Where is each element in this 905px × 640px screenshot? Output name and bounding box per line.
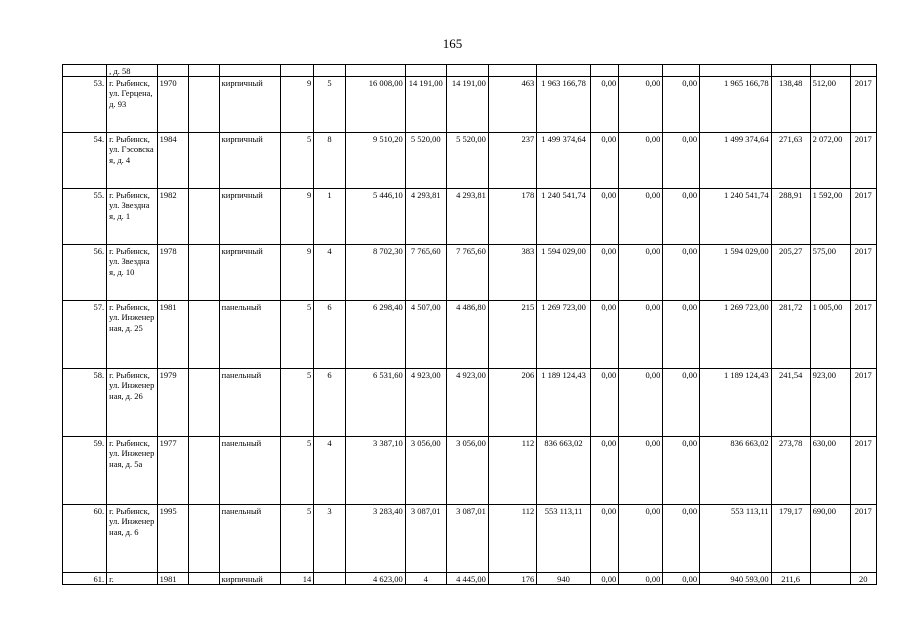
area-total: 8 702,30 [345,245,405,301]
residents: 176 [488,573,536,585]
housing-registry-table [62,64,877,585]
cost-part-3: 0,00 [663,245,700,301]
blank-cell [189,245,219,301]
cost-limit: 1 592,00 [810,189,850,245]
page-number: 165 [442,36,463,51]
floors: 5 [280,505,314,573]
floors: 5 [280,369,314,437]
row-number: 57. [63,301,107,369]
row-number: 61. [63,573,107,585]
cost-part-1: 0,00 [590,573,618,585]
area-living-a: 4 [405,573,446,585]
cost-final: 1 594 029,00 [700,245,772,301]
cost-final: 553 113,11 [700,505,772,573]
unit-cost: 138,48 [771,77,810,133]
area-living-b: 4 923,00 [446,369,488,437]
area-living-b: 5 520,00 [446,133,488,189]
cost-total: 836 663,02 [537,437,591,505]
table-row [63,301,877,369]
build-year: 1979 [157,369,189,437]
area-living-a: 4 923,00 [405,369,446,437]
row-number: 58. [63,369,107,437]
area-total: 3 387,10 [345,437,405,505]
table-row [63,437,877,505]
blank-cell [189,573,219,585]
unit-cost: 205,27 [771,245,810,301]
cost-final: 1 269 723,00 [700,301,772,369]
cost-limit: 923,00 [810,369,850,437]
table-row [63,189,877,245]
floors: 9 [280,77,314,133]
unit-cost: 211,6 [771,573,810,585]
entrances: 3 [314,505,346,573]
wall-material: кирпичный [219,133,280,189]
area-living-a: 4 507,00 [405,301,446,369]
unit-cost: 271,63 [771,133,810,189]
address: г. Рыбинск, ул. Звездная, д. 10 [107,245,157,301]
table-row [63,505,877,573]
cost-limit: 1 005,00 [810,301,850,369]
registry-body [63,65,877,585]
address: г. Рыбинск, ул. Звездная, д. 1 [107,189,157,245]
area-living-a: 5 520,00 [405,133,446,189]
unit-cost: 241,54 [771,369,810,437]
row-number: 60. [63,505,107,573]
build-year: 1981 [157,301,189,369]
wall-material: кирпичный [219,77,280,133]
wall-material: кирпичный [219,573,280,585]
blank-cell [189,77,219,133]
residents: 112 [488,437,536,505]
residents: 178 [488,189,536,245]
cost-part-1: 0,00 [590,77,618,133]
cost-final: 836 663,02 [700,437,772,505]
build-year: 1977 [157,437,189,505]
cost-part-1: 0,00 [590,369,618,437]
cost-total: 1 189 124,43 [537,369,591,437]
year-end: 2017 [850,301,876,369]
cost-total: 1 594 029,00 [537,245,591,301]
build-year: 1970 [157,77,189,133]
residents: 237 [488,133,536,189]
residents: 383 [488,245,536,301]
cost-final: 1 240 541,74 [700,189,772,245]
wall-material: кирпичный [219,245,280,301]
year-end: 2017 [850,133,876,189]
address: г. Рыбинск, ул. Инженерная, д. 25 [107,301,157,369]
area-total: 5 446,10 [345,189,405,245]
area-living-a: 7 765,60 [405,245,446,301]
cost-part-3: 0,00 [663,437,700,505]
area-total: 4 623,00 [345,573,405,585]
cost-final: 940 593,00 [700,573,772,585]
cost-limit: 630,00 [810,437,850,505]
blank-cell [189,301,219,369]
floors: 5 [280,133,314,189]
residents: 206 [488,369,536,437]
cost-part-2: 0,00 [619,189,663,245]
cost-total: 1 269 723,00 [537,301,591,369]
row-number: 54. [63,133,107,189]
address: г. Рыбинск, ул. Гэсовская, д. 4 [107,133,157,189]
cost-part-3: 0,00 [663,369,700,437]
cost-part-1: 0,00 [590,133,618,189]
area-total: 6 298,40 [345,301,405,369]
area-living-a: 4 293,81 [405,189,446,245]
floors: 9 [280,189,314,245]
entrances: 4 [314,437,346,505]
cost-part-1: 0,00 [590,245,618,301]
build-year: 1984 [157,133,189,189]
wall-material: панельный [219,437,280,505]
cost-part-2: 0,00 [619,245,663,301]
cost-part-3: 0,00 [663,573,700,585]
address: г. Рыбинск, ул. Инженерная, д. 6 [107,505,157,573]
area-living-a: 3 056,00 [405,437,446,505]
cost-part-1: 0,00 [590,301,618,369]
wall-material: панельный [219,505,280,573]
row-number: 55. [63,189,107,245]
blank-cell [189,505,219,573]
table-row [63,245,877,301]
cost-part-2: 0,00 [619,301,663,369]
year-end: 2017 [850,369,876,437]
cost-part-3: 0,00 [663,189,700,245]
floors: 9 [280,245,314,301]
cost-limit: 2 072,00 [810,133,850,189]
year-end: 2017 [850,437,876,505]
cost-part-2: 0,00 [619,573,663,585]
floors: 5 [280,437,314,505]
cost-limit: 575,00 [810,245,850,301]
cost-total: 1 963 166,78 [537,77,591,133]
cost-part-3: 0,00 [663,301,700,369]
residents: 215 [488,301,536,369]
area-living-b: 4 486,80 [446,301,488,369]
cost-total: 940 [537,573,591,585]
entrances: 1 [314,189,346,245]
cost-part-1: 0,00 [590,189,618,245]
residents: 463 [488,77,536,133]
continuation-row [63,65,877,77]
cost-limit: 512,00 [810,77,850,133]
unit-cost: 273,78 [771,437,810,505]
area-living-b: 4 293,81 [446,189,488,245]
entrances: 4 [314,245,346,301]
build-year: 1978 [157,245,189,301]
row-number: 56. [63,245,107,301]
unit-cost: 281,72 [771,301,810,369]
build-year: 1981 [157,573,189,585]
blank-cell [189,189,219,245]
continuation-address: , д. 58 [107,65,157,77]
wall-material: панельный [219,369,280,437]
cost-part-3: 0,00 [663,133,700,189]
cost-total: 1 240 541,74 [537,189,591,245]
cost-part-3: 0,00 [663,77,700,133]
area-total: 16 008,00 [345,77,405,133]
year-end: 20 [850,573,876,585]
cost-part-2: 0,00 [619,437,663,505]
area-living-b: 7 765,60 [446,245,488,301]
table-row [63,573,877,585]
blank-cell [189,369,219,437]
year-end: 2017 [850,505,876,573]
cost-limit [810,573,850,585]
cost-final: 1 499 374,64 [700,133,772,189]
table-row [63,77,877,133]
row-number: 53. [63,77,107,133]
floors: 5 [280,301,314,369]
cost-part-1: 0,00 [590,437,618,505]
cost-part-3: 0,00 [663,505,700,573]
area-total: 3 283,40 [345,505,405,573]
blank-cell [189,437,219,505]
entrances: 8 [314,133,346,189]
cost-total: 553 113,11 [537,505,591,573]
wall-material: панельный [219,301,280,369]
cost-final: 1 189 124,43 [700,369,772,437]
table-row [63,369,877,437]
floors: 14 [280,573,314,585]
cost-part-2: 0,00 [619,505,663,573]
year-end: 2017 [850,245,876,301]
unit-cost: 179,17 [771,505,810,573]
cost-part-2: 0,00 [619,77,663,133]
entrances: 5 [314,77,346,133]
entrances: 6 [314,369,346,437]
cost-part-1: 0,00 [590,505,618,573]
build-year: 1982 [157,189,189,245]
area-living-b: 3 056,00 [446,437,488,505]
cost-final: 1 965 166,78 [700,77,772,133]
address: г. [107,573,157,585]
area-living-b: 4 445,00 [446,573,488,585]
year-end: 2017 [850,77,876,133]
cost-part-2: 0,00 [619,369,663,437]
residents: 112 [488,505,536,573]
area-living-a: 3 087,01 [405,505,446,573]
cost-limit: 690,00 [810,505,850,573]
area-total: 6 531,60 [345,369,405,437]
build-year: 1995 [157,505,189,573]
area-living-b: 3 087,01 [446,505,488,573]
area-living-a: 14 191,00 [405,77,446,133]
entrances [314,573,346,585]
table-row [63,133,877,189]
address: г. Рыбинск, ул. Инженерная, д. 5а [107,437,157,505]
row-number: 59. [63,437,107,505]
wall-material: кирпичный [219,189,280,245]
entrances: 6 [314,301,346,369]
unit-cost: 288,91 [771,189,810,245]
area-total: 9 510,20 [345,133,405,189]
address: г. Рыбинск, ул. Герцена, д. 93 [107,77,157,133]
blank-cell [189,133,219,189]
cost-part-2: 0,00 [619,133,663,189]
address: г. Рыбинск, ул. Инженерная, д. 26 [107,369,157,437]
area-living-b: 14 191,00 [446,77,488,133]
cost-total: 1 499 374,64 [537,133,591,189]
year-end: 2017 [850,189,876,245]
